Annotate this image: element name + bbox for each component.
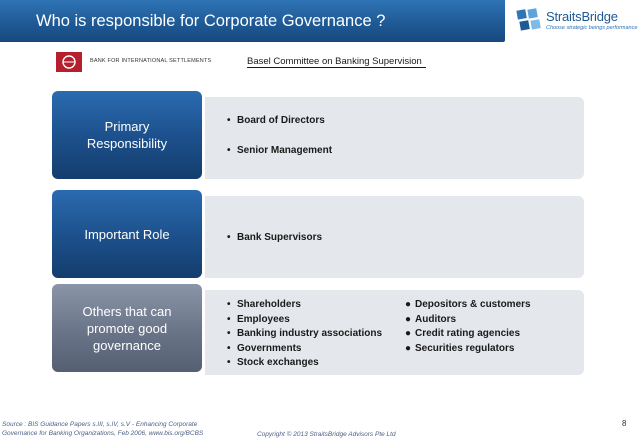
bis-logo: [56, 52, 216, 72]
list-item: • Board of Directors: [227, 115, 325, 126]
others-content: [205, 290, 584, 375]
bis-emblem-icon: [56, 52, 82, 72]
slide-title: Who is responsible for Corporate Governance ?: [36, 12, 386, 30]
title-bar: [0, 0, 505, 42]
bis-logo-text: BANK FOR INTERNATIONAL SETTLEMENTS: [90, 58, 212, 64]
row-important-role: [52, 190, 584, 278]
important-role-box: [52, 190, 202, 278]
others-box: [52, 284, 202, 372]
list-item: ● Securities regulators: [405, 342, 515, 354]
others-column-1: [227, 298, 382, 371]
list-item: ● Credit rating agencies: [405, 328, 521, 339]
source-line: Governance for Banking Organizations, Feb 2006, www.bis.org/BCBS: [2, 430, 204, 437]
list-item: • Stock exchanges: [227, 357, 319, 368]
page-number: 8: [622, 419, 627, 428]
row-primary-responsibility: [52, 91, 584, 179]
primary-responsibility-box: [52, 91, 202, 179]
list-item: • Senior Management: [227, 144, 333, 156]
row-others: [52, 284, 584, 372]
straitsbridge-mark-icon: [515, 8, 543, 34]
list-item: • Governments: [227, 342, 302, 354]
row-label-line: Responsibility: [86, 136, 168, 151]
copyright-text: Copyright © 2013 StraitsBridge Advisors Pte Ltd: [257, 431, 396, 438]
list-item: ● Auditors: [405, 313, 457, 325]
others-column-2: [405, 298, 531, 356]
row-label-line: promote good: [86, 320, 168, 336]
row-label: Important Role: [84, 226, 170, 242]
row-label-line: Others that can: [82, 303, 172, 319]
list-item: • Bank Supervisors: [227, 232, 323, 243]
basel-committee-label: Basel Committee on Banking Supervision: [247, 56, 426, 68]
primary-responsibility-content: [205, 97, 584, 179]
straitsbridge-logo: [515, 6, 638, 40]
list-item: ● Depositors & customers: [405, 299, 531, 310]
row-label-line: Primary: [104, 119, 150, 134]
logo-tagline: Choose strategic beings performance: [546, 25, 638, 31]
source-footnote: [2, 420, 203, 438]
row-label-line: governance: [93, 337, 161, 353]
logo-brand-text: StraitsBridge: [546, 9, 618, 24]
important-role-content: [205, 196, 584, 278]
list-item: • Employees: [227, 313, 290, 325]
source-line: Source : BIS Guidance Papers s.III, s.IV, s.V - Enhancing Corporate: [2, 421, 198, 428]
list-item: • Shareholders: [227, 299, 301, 310]
list-item: • Banking industry associations: [227, 328, 383, 339]
